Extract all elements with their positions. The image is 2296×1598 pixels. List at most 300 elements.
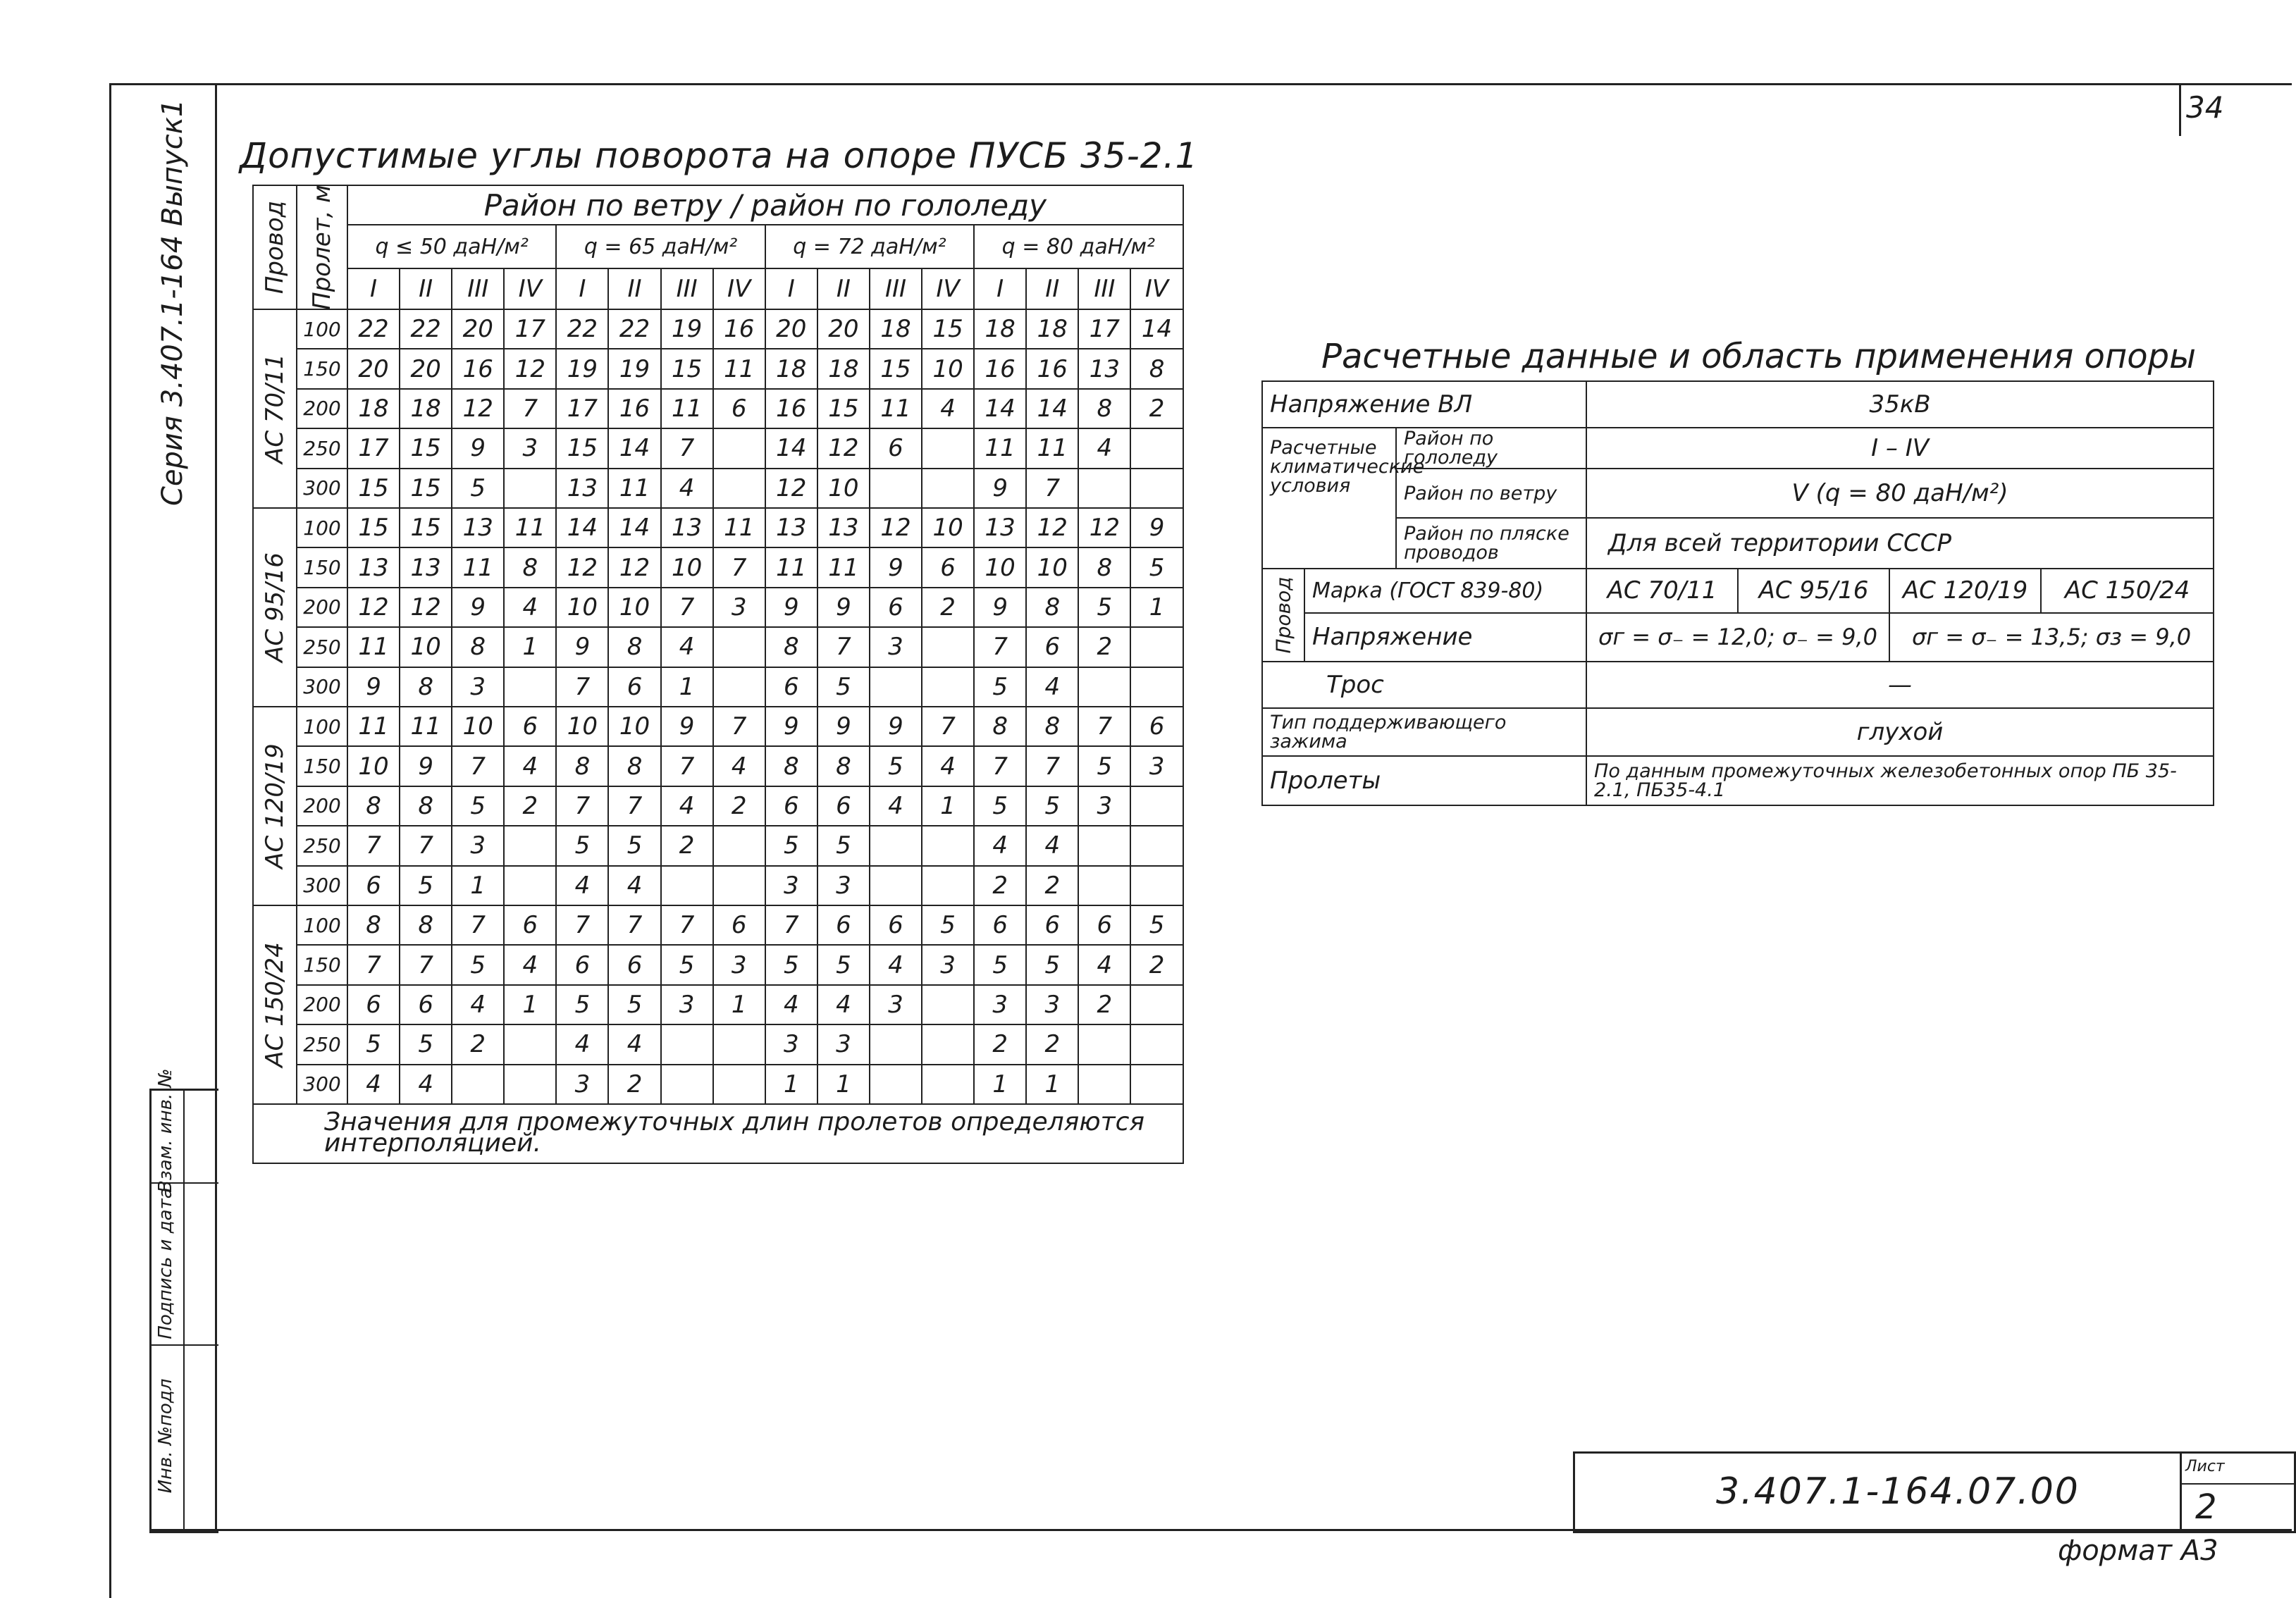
angle-cell: 6 (1078, 905, 1130, 945)
angle-cell: 17 (1078, 309, 1130, 349)
angle-cell: 8 (817, 746, 870, 786)
angle-cell: 9 (452, 428, 504, 468)
angle-cell: 22 (556, 309, 608, 349)
span-cell: 150 (297, 945, 347, 984)
angle-cell: 5 (974, 945, 1026, 984)
stamp-label-replace: Взам. инв. № (155, 1068, 176, 1193)
table-row (253, 786, 1183, 826)
angle-cell (661, 1024, 713, 1064)
angle-cell (504, 667, 556, 707)
angle-cell: 13 (974, 508, 1026, 547)
angle-cell (504, 469, 556, 508)
angle-cell (504, 866, 556, 905)
angle-cell: 11 (452, 547, 504, 587)
angle-cell: 6 (400, 985, 452, 1024)
span-cell: 150 (297, 746, 347, 786)
angle-cell: 20 (347, 349, 400, 388)
angle-cell: 14 (765, 428, 817, 468)
angle-cell: 5 (661, 945, 713, 984)
ice-region-header: II (1026, 268, 1078, 309)
angle-cell (713, 469, 765, 508)
angles-table (252, 185, 1184, 1164)
wind-group-header: q = 65 даН/м² (556, 225, 765, 268)
angle-cell: 6 (922, 547, 974, 587)
angle-cell: 14 (974, 389, 1026, 428)
angle-cell (1130, 428, 1183, 468)
angle-cell: 4 (452, 985, 504, 1024)
angle-cell: 11 (400, 707, 452, 746)
angle-cell: 5 (1026, 945, 1078, 984)
ice-region-header: II (400, 268, 452, 309)
angle-cell: 17 (347, 428, 400, 468)
angle-cell: 6 (1130, 707, 1183, 746)
angle-cell: 19 (608, 349, 660, 388)
angle-cell: 1 (661, 667, 713, 707)
angle-cell: 9 (452, 588, 504, 627)
angle-cell: 1 (974, 1065, 1026, 1104)
angle-cell: 22 (347, 309, 400, 349)
angle-cell: 12 (1078, 508, 1130, 547)
angle-cell: 2 (1078, 627, 1130, 667)
angle-cell: 1 (1130, 588, 1183, 627)
angle-cell: 8 (974, 707, 1026, 746)
angle-cell (1130, 985, 1183, 1024)
angle-cell: 2 (922, 588, 974, 627)
angle-cell: 4 (713, 746, 765, 786)
angle-cell: 9 (765, 588, 817, 627)
angle-cell: 18 (1026, 309, 1078, 349)
angle-cell (713, 428, 765, 468)
angle-cell (1130, 1065, 1183, 1104)
angle-cell: 6 (556, 945, 608, 984)
wind-region-label: Район по ветру (1396, 469, 1586, 518)
angle-cell: 10 (400, 627, 452, 667)
angle-cell (1130, 826, 1183, 865)
angle-cell: 8 (608, 627, 660, 667)
angle-cell: 7 (661, 905, 713, 945)
calc-table (1261, 380, 2214, 806)
angle-cell: 4 (974, 826, 1026, 865)
angle-cell: 4 (765, 985, 817, 1024)
angle-cell: 5 (400, 866, 452, 905)
angle-cell: 13 (1078, 349, 1130, 388)
angle-cell: 11 (347, 707, 400, 746)
angle-cell: 2 (713, 786, 765, 826)
angle-cell: 7 (661, 588, 713, 627)
angle-cell: 4 (661, 627, 713, 667)
angle-cell: 8 (556, 746, 608, 786)
angle-cell: 1 (1026, 1065, 1078, 1104)
ice-region-header: II (817, 268, 870, 309)
table-row (253, 309, 1183, 349)
angle-cell: 6 (870, 588, 922, 627)
angle-cell: 9 (556, 627, 608, 667)
table-row (253, 469, 1183, 508)
angle-cell: 4 (504, 588, 556, 627)
col-span-header (297, 185, 347, 309)
angle-cell: 13 (661, 508, 713, 547)
angle-cell (922, 1024, 974, 1064)
angle-cell: 9 (661, 707, 713, 746)
wire-name-cell (253, 905, 297, 1104)
angle-cell: 18 (400, 389, 452, 428)
angle-cell: 4 (922, 746, 974, 786)
ice-region-header: I (347, 268, 400, 309)
angle-cell: 13 (400, 547, 452, 587)
angle-cell: 3 (713, 945, 765, 984)
spans-label: Пролеты (1262, 756, 1586, 805)
col-span-label: Пролет, м (308, 185, 336, 310)
span-cell: 200 (297, 389, 347, 428)
wire-name-cell (253, 309, 297, 508)
angle-cell: 5 (556, 985, 608, 1024)
angle-cell: 9 (347, 667, 400, 707)
angle-cell: 7 (974, 627, 1026, 667)
ice-region-header: II (608, 268, 660, 309)
angle-cell (1078, 469, 1130, 508)
angle-cell: 8 (608, 746, 660, 786)
angle-cell: 7 (347, 945, 400, 984)
angle-cell (870, 667, 922, 707)
angle-cell: 7 (504, 389, 556, 428)
angle-cell: 11 (713, 349, 765, 388)
angle-cell: 1 (504, 627, 556, 667)
series-label: Серия 3.407.1-164 Выпуск1 (156, 99, 189, 506)
angle-cell: 3 (870, 985, 922, 1024)
angle-cell: 9 (817, 707, 870, 746)
ice-region-header: IV (1130, 268, 1183, 309)
angle-cell: 10 (347, 746, 400, 786)
angle-cell: 4 (1026, 667, 1078, 707)
angle-cell: 4 (817, 985, 870, 1024)
angle-cell: 8 (400, 905, 452, 945)
angle-cell: 6 (870, 905, 922, 945)
angle-cell: 1 (922, 786, 974, 826)
angle-cell: 2 (1026, 866, 1078, 905)
angle-cell: 3 (452, 826, 504, 865)
angle-cell (661, 1065, 713, 1104)
angle-cell: 7 (661, 428, 713, 468)
brand-ac70: АС 70/11 (1586, 569, 1738, 613)
angle-cell (1130, 866, 1183, 905)
span-cell: 100 (297, 707, 347, 746)
angle-cell (922, 627, 974, 667)
angle-cell: 1 (765, 1065, 817, 1104)
angle-cell: 5 (1078, 588, 1130, 627)
angle-cell: 6 (608, 667, 660, 707)
angle-cell: 6 (608, 945, 660, 984)
span-cell: 250 (297, 1024, 347, 1064)
span-cell: 200 (297, 985, 347, 1024)
angle-cell: 13 (347, 547, 400, 587)
angle-cell: 19 (556, 349, 608, 388)
angle-cell: 11 (713, 508, 765, 547)
angle-cell: 10 (556, 588, 608, 627)
angle-cell: 6 (1026, 905, 1078, 945)
angle-cell: 11 (608, 469, 660, 508)
angle-cell: 4 (504, 746, 556, 786)
angle-cell: 7 (556, 905, 608, 945)
wind-group-header: q = 80 даН/м² (974, 225, 1183, 268)
angle-cell (504, 1024, 556, 1064)
angle-cell: 5 (870, 746, 922, 786)
angle-cell: 5 (608, 826, 660, 865)
angle-cell: 4 (608, 866, 660, 905)
angle-cell: 6 (504, 707, 556, 746)
span-cell: 300 (297, 866, 347, 905)
format-label: формат А3 (2058, 1535, 2218, 1567)
frame-left-line (109, 83, 111, 1598)
page-number-box (2179, 83, 2181, 136)
angle-cell: 2 (974, 1024, 1026, 1064)
voltage-label: Напряжение ВЛ (1262, 381, 1586, 428)
angle-cell: 9 (870, 707, 922, 746)
angle-cell: 2 (661, 826, 713, 865)
angle-cell: 3 (817, 866, 870, 905)
angle-cell (922, 469, 974, 508)
angle-cell: 6 (974, 905, 1026, 945)
angle-cell: 3 (452, 667, 504, 707)
angle-cell: 7 (452, 905, 504, 945)
angle-cell: 8 (1078, 389, 1130, 428)
angle-cell (1130, 469, 1183, 508)
angle-cell: 18 (347, 389, 400, 428)
angle-cell: 6 (817, 905, 870, 945)
angle-cell: 7 (556, 667, 608, 707)
angle-cell: 13 (765, 508, 817, 547)
angle-cell: 4 (556, 866, 608, 905)
ice-region-header: III (452, 268, 504, 309)
angle-cell: 11 (870, 389, 922, 428)
angle-cell: 6 (817, 786, 870, 826)
stamp-strip (149, 1068, 218, 1533)
table-row (253, 826, 1183, 865)
angle-cell: 3 (870, 627, 922, 667)
angle-cell (504, 1065, 556, 1104)
table-row (253, 905, 1183, 945)
span-cell: 200 (297, 588, 347, 627)
angle-cell: 8 (765, 746, 817, 786)
angle-cell: 3 (504, 428, 556, 468)
angle-cell: 5 (608, 985, 660, 1024)
angle-cell (713, 866, 765, 905)
angle-cell (1130, 1024, 1183, 1064)
angle-cell: 14 (1130, 309, 1183, 349)
angle-cell: 6 (713, 905, 765, 945)
angle-cell: 4 (556, 1024, 608, 1064)
angle-cell: 7 (1026, 469, 1078, 508)
wire-name-cell (253, 508, 297, 707)
angle-cell: 18 (870, 309, 922, 349)
angle-cell: 7 (556, 786, 608, 826)
angle-cell: 8 (1130, 349, 1183, 388)
angle-cell: 3 (765, 866, 817, 905)
angle-cell (922, 1065, 974, 1104)
clamp-value: глухой (1586, 708, 2214, 756)
angle-cell (1078, 667, 1130, 707)
angle-cell: 15 (347, 469, 400, 508)
angle-cell: 8 (347, 786, 400, 826)
angle-cell (870, 469, 922, 508)
angle-cell: 10 (452, 707, 504, 746)
angle-cell (922, 985, 974, 1024)
angle-cell: 20 (400, 349, 452, 388)
angle-cell: 11 (817, 547, 870, 587)
angle-cell: 15 (347, 508, 400, 547)
angle-cell: 18 (974, 309, 1026, 349)
angle-cell: 16 (608, 389, 660, 428)
angle-cell: 7 (347, 826, 400, 865)
clamp-label: Тип поддерживающего зажима (1262, 708, 1586, 756)
angle-cell: 15 (661, 349, 713, 388)
ice-region-header: IV (922, 268, 974, 309)
table-row (253, 508, 1183, 547)
voltage-value: 35кВ (1586, 381, 2214, 428)
span-cell: 100 (297, 508, 347, 547)
frame-top-line (109, 83, 2292, 85)
angle-cell: 12 (400, 588, 452, 627)
angle-cell: 5 (765, 945, 817, 984)
angle-cell: 6 (870, 428, 922, 468)
brand-label: Марка (ГОСТ 839-80) (1304, 569, 1586, 613)
span-cell: 250 (297, 428, 347, 468)
angle-cell: 5 (452, 469, 504, 508)
ice-region-header: III (1078, 268, 1130, 309)
table-row (253, 866, 1183, 905)
brand-ac150: АС 150/24 (2041, 569, 2214, 613)
angle-cell: 6 (765, 667, 817, 707)
span-cell: 250 (297, 826, 347, 865)
wire-name: АС 150/24 (261, 942, 289, 1067)
angle-cell: 2 (1078, 985, 1130, 1024)
angle-cell: 16 (765, 389, 817, 428)
angle-cell (1130, 667, 1183, 707)
angle-cell: 6 (1026, 627, 1078, 667)
angle-cell: 20 (452, 309, 504, 349)
angle-cell: 7 (400, 826, 452, 865)
ice-region-header: I (556, 268, 608, 309)
angle-cell: 14 (608, 428, 660, 468)
angle-cell: 1 (452, 866, 504, 905)
angle-cell: 16 (1026, 349, 1078, 388)
angle-cell (922, 866, 974, 905)
angle-cell: 5 (1130, 905, 1183, 945)
angle-cell: 10 (661, 547, 713, 587)
angle-cell: 16 (713, 309, 765, 349)
angle-cell: 11 (765, 547, 817, 587)
span-cell: 200 (297, 786, 347, 826)
angle-cell (870, 826, 922, 865)
table-row (253, 547, 1183, 587)
table-row (253, 985, 1183, 1024)
angle-cell: 12 (870, 508, 922, 547)
angle-cell: 6 (504, 905, 556, 945)
angle-cell (1130, 786, 1183, 826)
angle-cell: 7 (765, 905, 817, 945)
angle-cell: 7 (608, 786, 660, 826)
brand-ac95: АС 95/16 (1738, 569, 1889, 613)
angle-cell: 5 (765, 826, 817, 865)
right-table-title: Расчетные данные и область применения опоры (1321, 337, 2197, 376)
page-number: 34 (2186, 90, 2224, 125)
angle-cell: 4 (504, 945, 556, 984)
angle-cell: 18 (817, 349, 870, 388)
angle-cell: 5 (817, 826, 870, 865)
angle-cell: 20 (765, 309, 817, 349)
table-row (253, 1024, 1183, 1064)
angle-cell: 12 (504, 349, 556, 388)
angle-cell: 5 (817, 667, 870, 707)
angle-cell: 7 (608, 905, 660, 945)
angle-cell: 6 (765, 786, 817, 826)
table-row (253, 627, 1183, 667)
table-row (253, 1065, 1183, 1104)
region-header: Район по ветру / район по гололеду (347, 185, 1183, 225)
angle-cell: 3 (1078, 786, 1130, 826)
table-row (253, 707, 1183, 746)
angle-cell: 9 (817, 588, 870, 627)
angle-cell: 8 (400, 667, 452, 707)
angle-cell: 5 (922, 905, 974, 945)
angle-cell: 8 (1026, 588, 1078, 627)
angle-cell: 11 (504, 508, 556, 547)
angle-cell: 12 (765, 469, 817, 508)
angle-cell: 12 (556, 547, 608, 587)
angle-cell: 9 (765, 707, 817, 746)
angle-cell: 15 (556, 428, 608, 468)
angle-cell: 13 (817, 508, 870, 547)
angle-cell: 5 (347, 1024, 400, 1064)
stress-label: Напряжение (1304, 613, 1586, 662)
angle-cell (713, 826, 765, 865)
angle-cell: 10 (608, 707, 660, 746)
angle-cell: 5 (1026, 786, 1078, 826)
angle-cell: 16 (452, 349, 504, 388)
angle-cell: 3 (765, 1024, 817, 1064)
span-cell: 300 (297, 469, 347, 508)
angle-cell (504, 826, 556, 865)
angle-cell: 12 (817, 428, 870, 468)
wire-name: АС 70/11 (261, 354, 289, 464)
angle-cell: 7 (713, 547, 765, 587)
angle-cell: 7 (661, 746, 713, 786)
angle-cell: 2 (1130, 945, 1183, 984)
angle-cell: 14 (556, 508, 608, 547)
angle-cell (922, 667, 974, 707)
angle-cell: 22 (608, 309, 660, 349)
angle-cell: 3 (713, 588, 765, 627)
col-wire-header (253, 185, 297, 309)
angle-cell: 14 (608, 508, 660, 547)
angle-cell (1078, 826, 1130, 865)
angle-cell: 9 (974, 469, 1026, 508)
table-row (253, 667, 1183, 707)
angle-cell: 4 (400, 1065, 452, 1104)
stamp-label-sign: Подпись и дата (155, 1187, 176, 1339)
angle-cell: 5 (400, 1024, 452, 1064)
angle-cell: 7 (1026, 746, 1078, 786)
angle-cell: 4 (870, 945, 922, 984)
angle-cell: 4 (661, 786, 713, 826)
angle-cell: 10 (922, 508, 974, 547)
sheet-number: 2 (2195, 1487, 2217, 1527)
angle-cell: 9 (400, 746, 452, 786)
angle-cell (713, 627, 765, 667)
angle-cell: 15 (400, 428, 452, 468)
cable-value: — (1586, 662, 2214, 708)
angle-cell: 11 (1026, 428, 1078, 468)
doc-code: 3.407.1-164.07.00 (1716, 1470, 2080, 1513)
